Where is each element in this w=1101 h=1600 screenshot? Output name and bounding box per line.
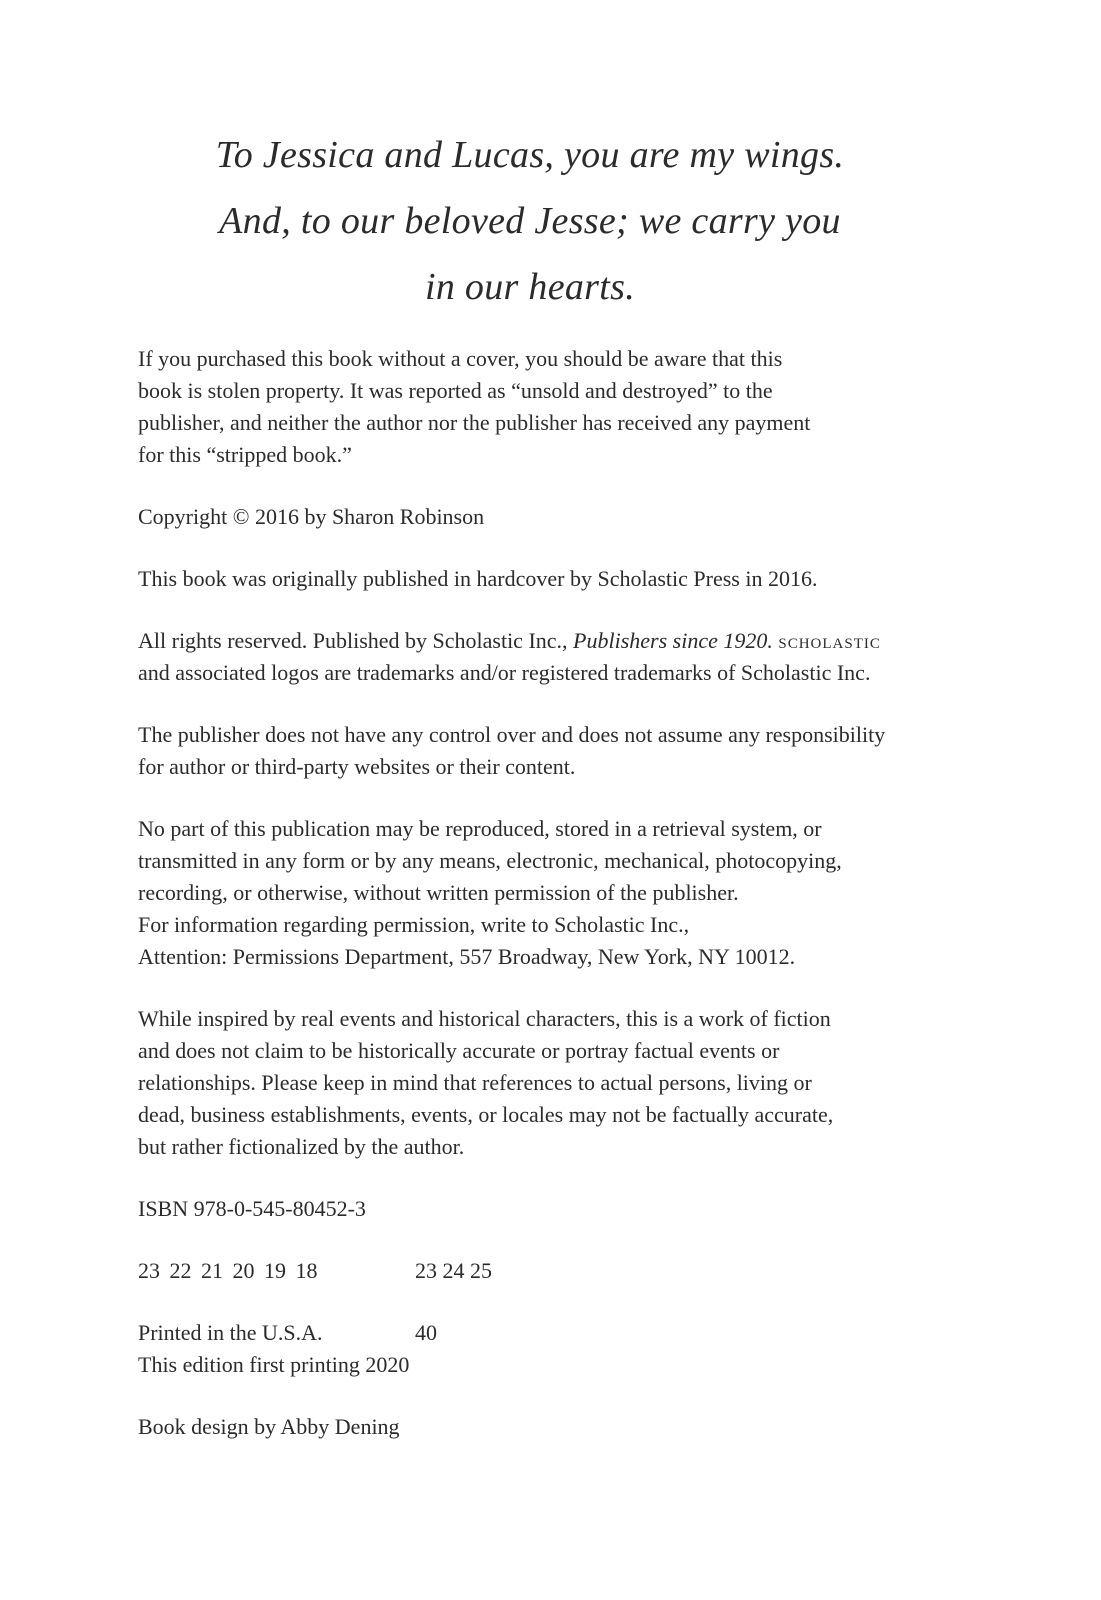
scholastic-wordmark: scholastic — [778, 628, 881, 653]
notice-line: relationships. Please keep in mind that references to actual persons, living or — [138, 1070, 812, 1095]
websites-notice — [138, 719, 968, 783]
dedication-line: And, to our beloved Jesse; we carry you — [219, 200, 841, 242]
copyright-page-body — [138, 343, 968, 1473]
stripped-book-notice — [138, 343, 968, 471]
dedication-line: To Jessica and Lucas, you are my wings. — [215, 134, 845, 176]
reproduction-notice — [138, 813, 968, 973]
notice-line: recording, or otherwise, without written permission of the publisher. — [138, 880, 739, 905]
notice-line: and does not claim to be historically accurate or portray factual events or — [138, 1038, 780, 1063]
notice-line: Attention: Permissions Department, 557 Broadway, New York, NY 10012. — [138, 944, 796, 969]
notice-line: dead, business establishments, events, or locales may not be factually accurate, — [138, 1102, 834, 1127]
notice-line: book is stolen property. It was reported as “unsold and destroyed” to the — [138, 378, 773, 403]
notice-line: No part of this publication may be reproduced, stored in a retrieval system, or — [138, 816, 822, 841]
design-credit-text: Book design by Abby Dening — [138, 1414, 400, 1439]
design-credit — [138, 1411, 968, 1443]
isbn-text: ISBN 978-0-545-80452-3 — [138, 1196, 366, 1221]
original-publication — [138, 563, 968, 595]
notice-line: While inspired by real events and historical characters, this is a work of fiction — [138, 1006, 831, 1031]
publishers-since-text: Publishers since 1920. — [573, 628, 773, 653]
dedication-line: in our hearts. — [424, 266, 636, 308]
copyright-line — [138, 501, 968, 533]
printed-info — [138, 1317, 968, 1381]
notice-line: for author or third-party websites or their content. — [138, 754, 576, 779]
rights-reserved — [138, 625, 968, 689]
copyright-text: Copyright © 2016 by Sharon Robinson — [138, 504, 485, 529]
printing-numbers-right: 23 24 25 — [415, 1258, 492, 1283]
rights-line-2: and associated logos are trademarks and/or registered trademarks of Scholastic Inc. — [138, 660, 871, 685]
printing-numbers — [138, 1255, 968, 1287]
notice-line: The publisher does not have any control over and does not assume any responsibility — [138, 722, 886, 747]
isbn — [138, 1193, 968, 1225]
fiction-notice — [138, 1003, 968, 1163]
notice-line: transmitted in any form or by any means, electronic, mechanical, photocopying, — [138, 848, 842, 873]
rights-text: All rights reserved. Published by Scholastic Inc., — [138, 628, 574, 653]
notice-line: but rather fictionalized by the author. — [138, 1134, 465, 1159]
printed-location-row — [138, 1317, 968, 1349]
dedication — [0, 122, 1060, 320]
notice-line: for this “stripped book.” — [138, 442, 352, 467]
printing-code: 40 — [415, 1320, 437, 1345]
printing-numbers-left: 23 22 21 20 19 18 — [138, 1258, 318, 1283]
printed-location: Printed in the U.S.A. — [138, 1320, 323, 1345]
notice-line: publisher, and neither the author nor the publisher has received any payment — [138, 410, 811, 435]
rights-line-1 — [138, 625, 968, 657]
edition-printing: This edition first printing 2020 — [138, 1352, 410, 1377]
original-publication-text: This book was originally published in hardcover by Scholastic Press in 2016. — [138, 566, 818, 591]
notice-line: If you purchased this book without a cover, you should be aware that this — [138, 346, 783, 371]
notice-line: For information regarding permission, write to Scholastic Inc., — [138, 912, 690, 937]
